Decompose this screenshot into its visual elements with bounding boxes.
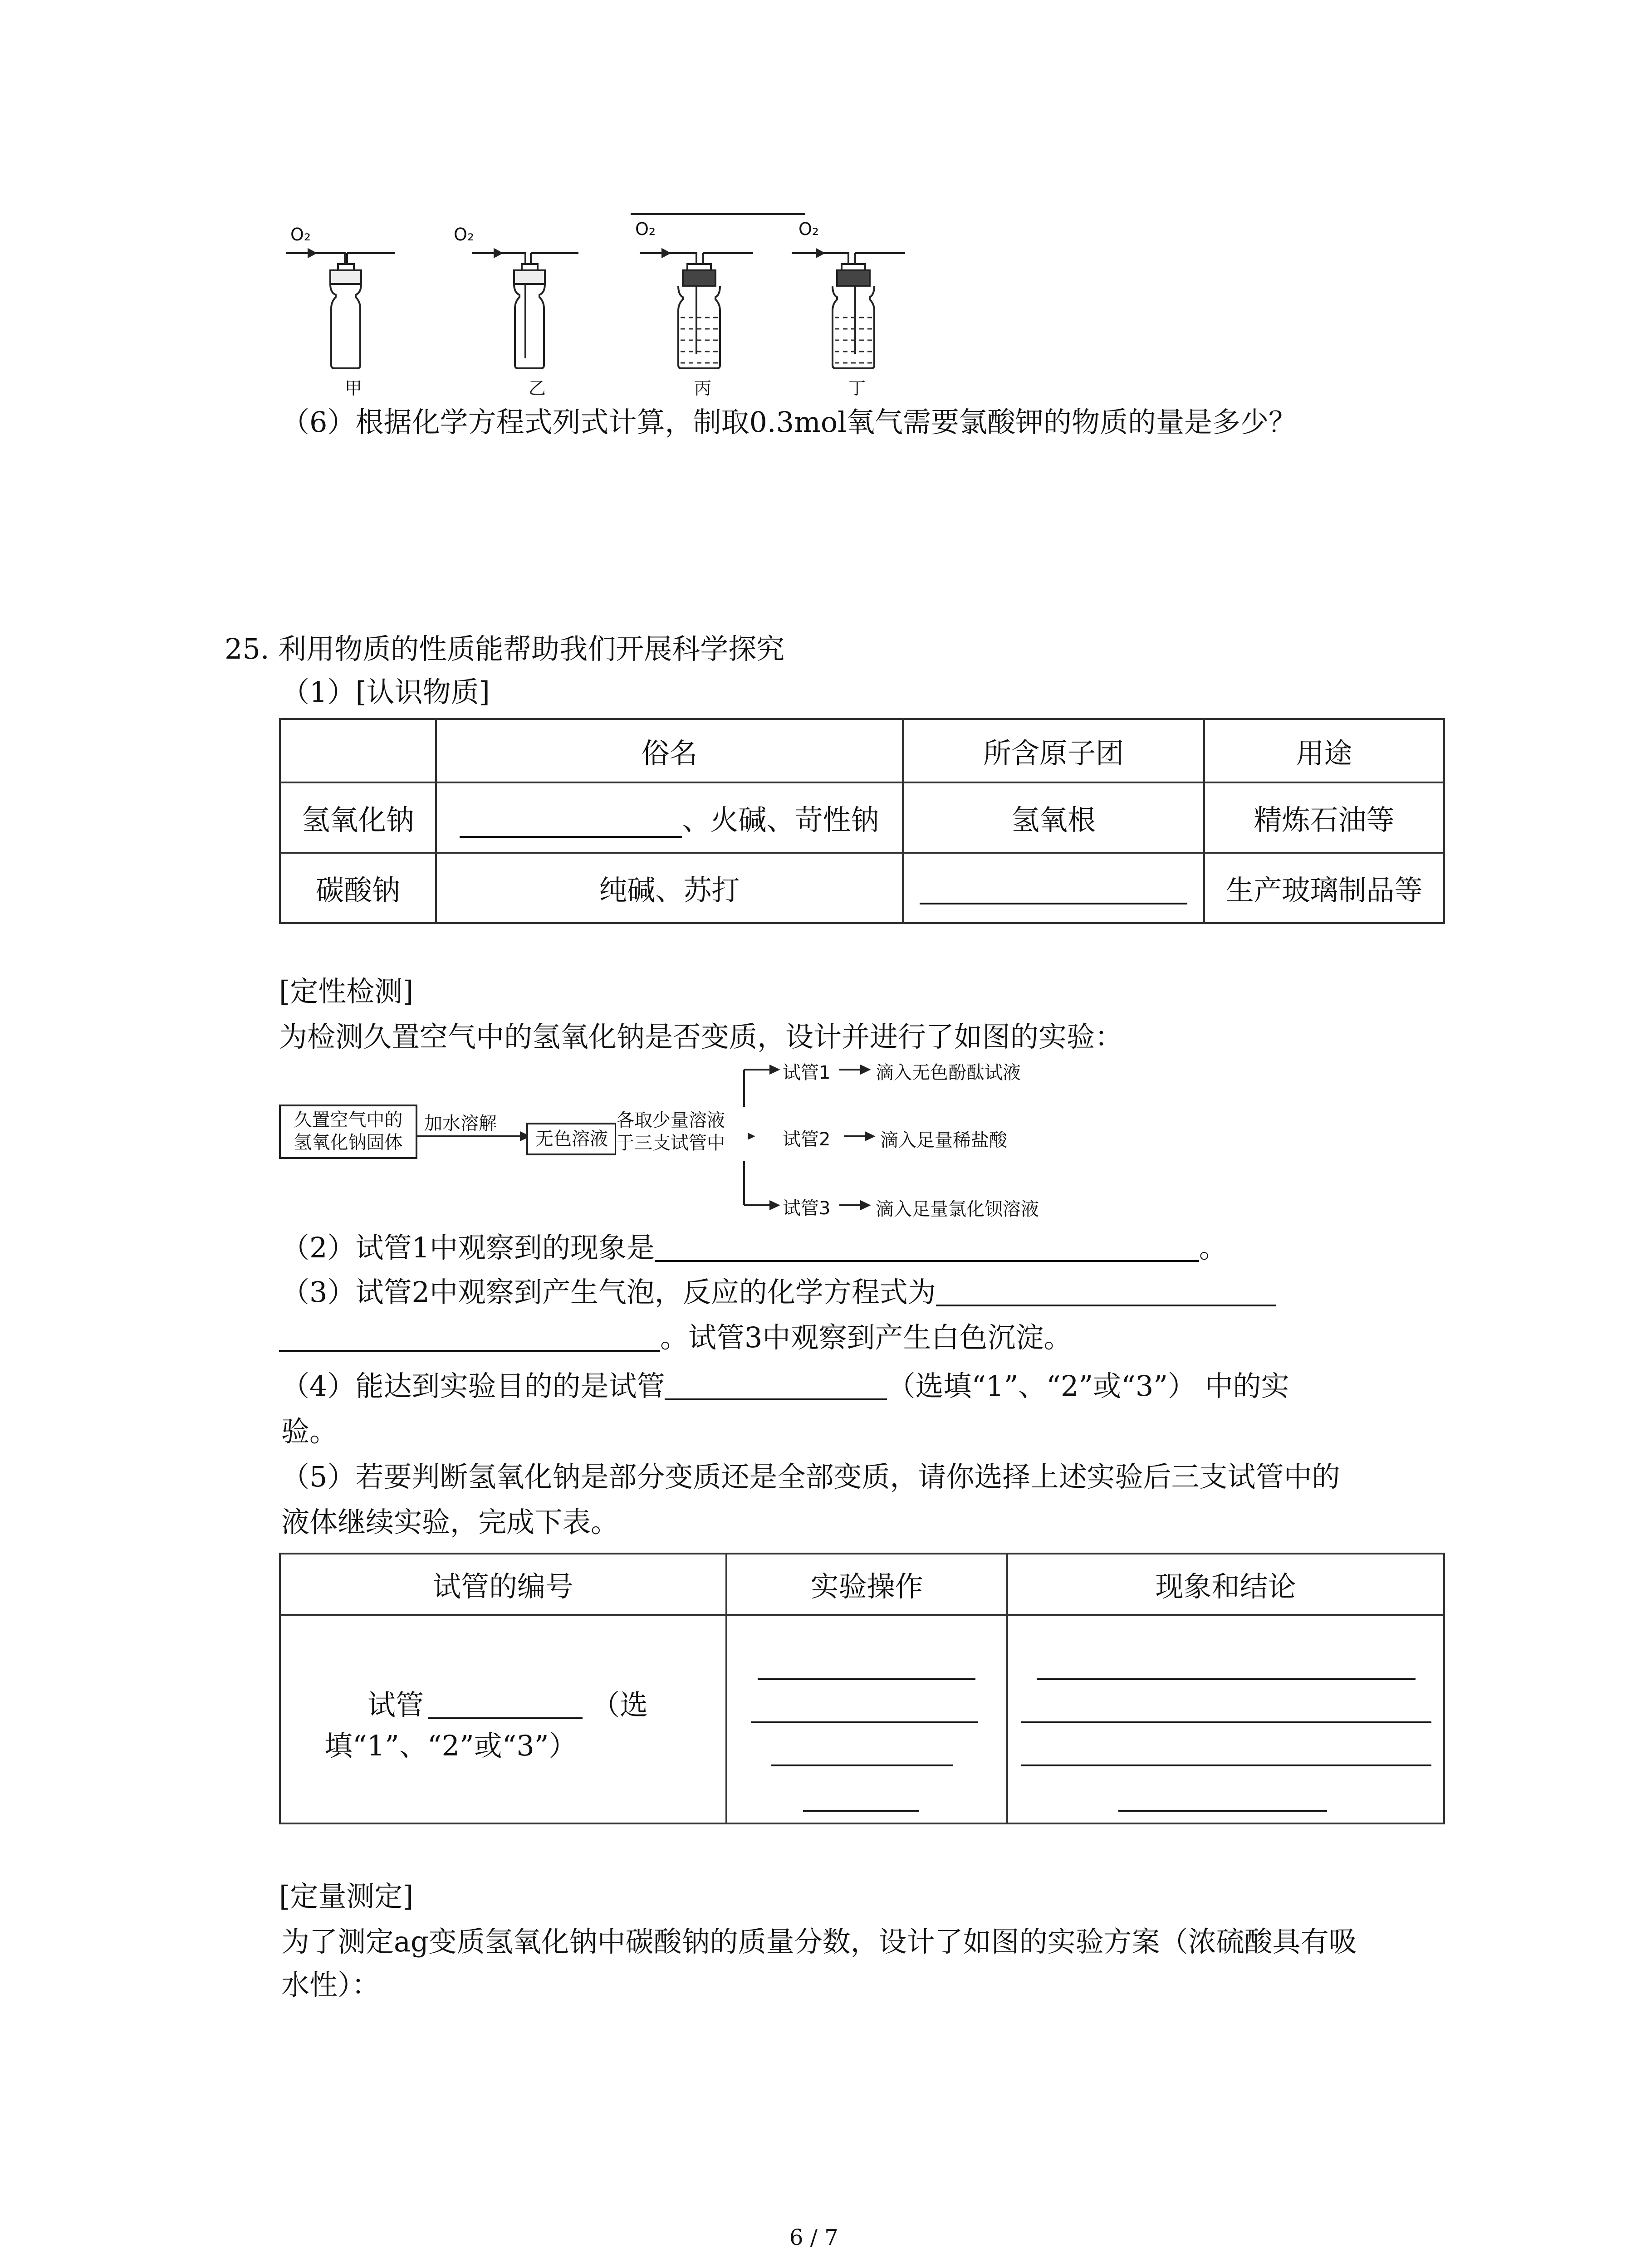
gas-label-1: O₂ (290, 225, 311, 244)
tube-number-options: 填“1”、“2”或“3”） (324, 1729, 577, 1762)
question-5-line1: （5）若要判断氢氧化钠是部分变质还是全部变质，请你选择上述实验后三支试管中的 (281, 1460, 1340, 1493)
answer-blank-q3b[interactable] (279, 1349, 660, 1352)
flow-mid-box: 无色溶液 (526, 1123, 617, 1155)
bottle-label-ding: 丁 (848, 378, 866, 398)
tube-2-label: 试管2 (783, 1129, 831, 1150)
bottle-label-jia: 甲 (345, 378, 362, 398)
tube-2-action: 滴入足量稀盐酸 (880, 1130, 1007, 1151)
table2-result-cell (1007, 1615, 1444, 1823)
part1-label: （1）[认识物质] (281, 675, 490, 709)
tube-number-prompt (367, 1688, 648, 1721)
tube-number-prefix: 试管 (367, 1688, 424, 1721)
quantitative-line1: 为了测定ag变质氢氧化钠中碳酸钠的质量分数，设计了如图的实验方案（浓硫酸具有吸 (281, 1925, 1357, 1958)
table2-operation-cell (726, 1615, 1007, 1823)
answer-line-result-1[interactable] (1037, 1678, 1416, 1680)
tube-3-label: 试管3 (783, 1198, 831, 1219)
flow-split-line2: 于三支试管中 (616, 1133, 725, 1154)
tube-1-action: 滴入无色酚酞试液 (876, 1062, 1021, 1083)
flow-start-line2: 氢氧化钠固体 (294, 1132, 403, 1153)
table1-row1-group: 氢氧根 (903, 782, 1204, 853)
question-4 (281, 1369, 1289, 1403)
flow-step-split (616, 1107, 748, 1161)
table1-row1-use: 精炼石油等 (1204, 782, 1444, 853)
tube-3-action: 滴入足量氯化钡溶液 (876, 1199, 1039, 1220)
gas-label-3: O₂ (635, 219, 656, 239)
table1-header-common-name: 俗名 (436, 719, 903, 782)
q3-prefix: （3）试管2中观察到产生气泡，反应的化学方程式为 (281, 1276, 936, 1309)
gas-label-2: O₂ (454, 225, 475, 244)
q2-suffix: 。 (1199, 1231, 1227, 1264)
tube-number-suffix: （选 (592, 1688, 648, 1721)
question-2 (281, 1231, 1227, 1264)
q4-prefix: （4）能达到实验目的的是试管 (281, 1369, 665, 1403)
page-number: 6 / 7 (789, 2225, 838, 2250)
answer-blank-q2[interactable] (655, 1260, 1199, 1262)
question-3 (281, 1276, 1276, 1309)
table2-header-operation: 实验操作 (726, 1554, 1007, 1615)
table1-header-atomic-group: 所含原子团 (903, 719, 1204, 782)
table1-row2-name: 碳酸钠 (280, 853, 436, 923)
quantitative-heading: [定量测定] (279, 1880, 414, 1913)
q4-suffix: （选填“1”、“2”或“3”） 中的实 (887, 1369, 1289, 1403)
table2-tube-cell (280, 1615, 726, 1823)
table1-row2-common: 纯碱、苏打 (436, 853, 903, 923)
answer-line-operation-4[interactable] (803, 1810, 919, 1812)
qualitative-heading: [定性检测] (279, 975, 414, 1008)
flow-step-dissolve: 加水溶解 (424, 1113, 497, 1134)
answer-blank-tube-number[interactable] (428, 1717, 583, 1719)
experiment-table (279, 1553, 1445, 1824)
table1-row2-use: 生产玻璃制品等 (1204, 853, 1444, 923)
table2-header-result: 现象和结论 (1007, 1554, 1444, 1615)
q2-prefix: （2）试管1中观察到的现象是 (281, 1231, 655, 1264)
bottle-label-yi: 乙 (529, 378, 546, 398)
answer-line-result-4[interactable] (1118, 1810, 1327, 1812)
bottle-label-bing: 丙 (694, 378, 712, 398)
table1-row1-common-text: 、火碱、苛性钠 (682, 803, 879, 836)
question-25-title: 25. 利用物质的性质能帮助我们开展科学探究 (225, 632, 785, 665)
table1-row1-common (436, 782, 903, 853)
table2-header-tube: 试管的编号 (280, 1554, 726, 1615)
table1-header-use: 用途 (1204, 719, 1444, 782)
answer-blank-q4[interactable] (665, 1398, 887, 1400)
qualitative-intro: 为检测久置空气中的氢氧化钠是否变质，设计并进行了如图的实验： (279, 1020, 1123, 1053)
question-3-cont (279, 1321, 1072, 1354)
flow-start-box (279, 1105, 417, 1159)
question-6: （6）根据化学方程式列式计算，制取0.3mol氧气需要氯酸钾的物质的量是多少？ (281, 406, 1297, 439)
gas-label-4: O₂ (798, 219, 819, 239)
table1-header-blank (280, 719, 436, 782)
answer-line-result-2[interactable] (1021, 1721, 1431, 1723)
question-4-cont: 验。 (281, 1415, 338, 1448)
answer-blank-atomic-group[interactable] (920, 902, 1187, 904)
flow-start-line1: 久置空气中的 (294, 1110, 403, 1130)
q3-suffix: 。试管3中观察到产生白色沉淀。 (660, 1321, 1072, 1354)
substance-table (279, 718, 1445, 924)
answer-line-operation-3[interactable] (771, 1765, 953, 1766)
answer-line-operation-2[interactable] (751, 1721, 978, 1723)
tube-1-label: 试管1 (783, 1062, 831, 1083)
answer-line-operation-1[interactable] (758, 1678, 975, 1680)
answer-blank-q3a[interactable] (936, 1304, 1276, 1306)
flow-split-line1: 各取少量溶液 (616, 1110, 725, 1131)
table1-row1-name: 氢氧化钠 (280, 782, 436, 853)
question-5-line2: 液体继续实验，完成下表。 (281, 1505, 619, 1539)
table1-row2-group (903, 853, 1204, 923)
answer-line-result-3[interactable] (1021, 1765, 1431, 1766)
gas-bottles-figure (272, 209, 921, 399)
answer-blank-common-name[interactable] (460, 836, 682, 838)
quantitative-line2: 水性）： (281, 1968, 380, 2001)
